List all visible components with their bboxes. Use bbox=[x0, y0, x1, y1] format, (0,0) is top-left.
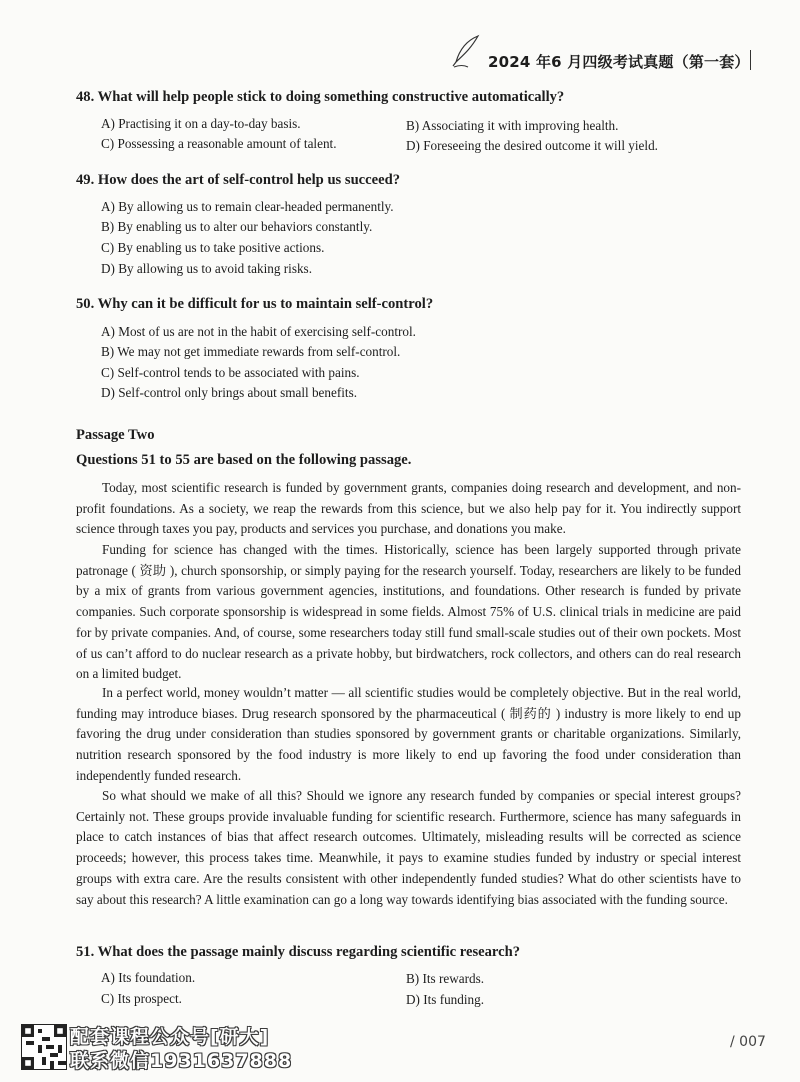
watermark-line-1: 配套课程公众号[研大] bbox=[70, 1026, 270, 1048]
question-51-option-a: A) Its foundation. bbox=[101, 970, 196, 985]
page-header-title: 2024 年6 月四级考试真题（第一套） bbox=[488, 53, 750, 71]
question-51-option-c: C) Its prospect. bbox=[101, 991, 182, 1006]
question-51-option-b: B) Its rewards. bbox=[406, 971, 485, 986]
question-48-option-d: D) Foreseeing the desired outcome it will yield. bbox=[406, 138, 658, 153]
question-48-option-c: C) Possessing a reasonable amount of talent. bbox=[101, 136, 337, 151]
header-divider bbox=[750, 50, 751, 70]
quill-icon bbox=[450, 34, 482, 68]
qr-code-icon bbox=[21, 1024, 67, 1070]
question-51-stem: 51. What does the passage mainly discuss regarding scientific research? bbox=[76, 944, 521, 960]
question-48-stem: 48. What will help people stick to doing something constructive automatically? bbox=[76, 89, 565, 105]
watermark-line-2: 联系微信1931637888 bbox=[70, 1050, 293, 1072]
question-49-option-c: C) By enabling us to take positive actions. bbox=[101, 240, 325, 255]
passage-paragraph-3: In a perfect world, money wouldn’t matter — all scientific studies would be completely objective. But in the real world, funding may introduce biases. Drug research sponsored by the pharmaceutical ( 制药的 ) industry is more likely to end up favoring the drug under consideration than studies sponsored by government grants or charitable organizations. Similarly, nutrition research sponsored by the food industry is more likely to end up favoring the food under consideration than independently funded research. bbox=[76, 685, 741, 783]
question-50-option-c: C) Self-control tends to be associated with pains. bbox=[101, 365, 360, 380]
passage-paragraph-1: Today, most scientific research is funded by government grants, companies doing research and development, and non-profit foundations. As a society, we reap the rewards from this science, but we also help pay for it. You indirectly support science through taxes you pay, products and services you purchase, and donations you make. bbox=[76, 480, 741, 537]
passage-paragraph-2: Funding for science has changed with the times. Historically, science has been largely supported through private patronage ( 资助 ), church sponsorship, or simply paying for the research yourself. Today, researchers are likely to be funded by a mix of grants from various government agencies, institutions, and foundations. Other research is funded by private companies. Such corporate sponsorship is widespread in some fields. Almost 75% of U.S. clinical trials in medicine are paid for by private companies. And, of course, some researchers today still fund small-scale studies out of their own pockets. Most of us can’t afford to do nuclear research as a private hobby, but birdwatchers, rock collectors, and others can do real research on a limited budget. bbox=[76, 542, 741, 682]
question-49-option-a: A) By allowing us to remain clear-headed permanently. bbox=[101, 199, 394, 214]
page-number: / 007 bbox=[730, 1034, 766, 1050]
question-51-option-d: D) Its funding. bbox=[406, 992, 485, 1007]
question-50-option-a: A) Most of us are not in the habit of exercising self-control. bbox=[101, 324, 416, 339]
question-49-option-d: D) By allowing us to avoid taking risks. bbox=[101, 261, 312, 276]
question-50-option-b: B) We may not get immediate rewards from self-control. bbox=[101, 344, 401, 359]
question-49-option-b: B) By enabling us to alter our behaviors constantly. bbox=[101, 219, 373, 234]
question-50-option-d: D) Self-control only brings about small benefits. bbox=[101, 385, 358, 400]
question-49-stem: 49. How does the art of self-control help us succeed? bbox=[76, 172, 401, 188]
passage-title: Passage Two bbox=[76, 427, 155, 443]
passage-instruction: Questions 51 to 55 are based on the following passage. bbox=[76, 452, 412, 468]
question-50-stem: 50. Why can it be difficult for us to maintain self-control? bbox=[76, 296, 434, 312]
passage-paragraph-4: So what should we make of all this? Should we ignore any research funded by companies or special interest groups? Certainly not. These groups provide invaluable funding for scientific research. Furthermore, science has many safeguards in place to catch instances of bias that affect research outcomes. Ultimately, misleading results will be corrected as science proceeds; however, this process takes time. Meanwhile, it pays to examine studies funded by industry or special interest groups with extra care. Are the results consistent with other independently funded studies? What do other scientists have to say about this research? A little examination can go a long way towards identifying bias associated with the funding source. bbox=[76, 788, 741, 907]
question-48-option-b: B) Associating it with improving health. bbox=[406, 118, 619, 133]
question-48-option-a: A) Practising it on a day-to-day basis. bbox=[101, 116, 301, 131]
